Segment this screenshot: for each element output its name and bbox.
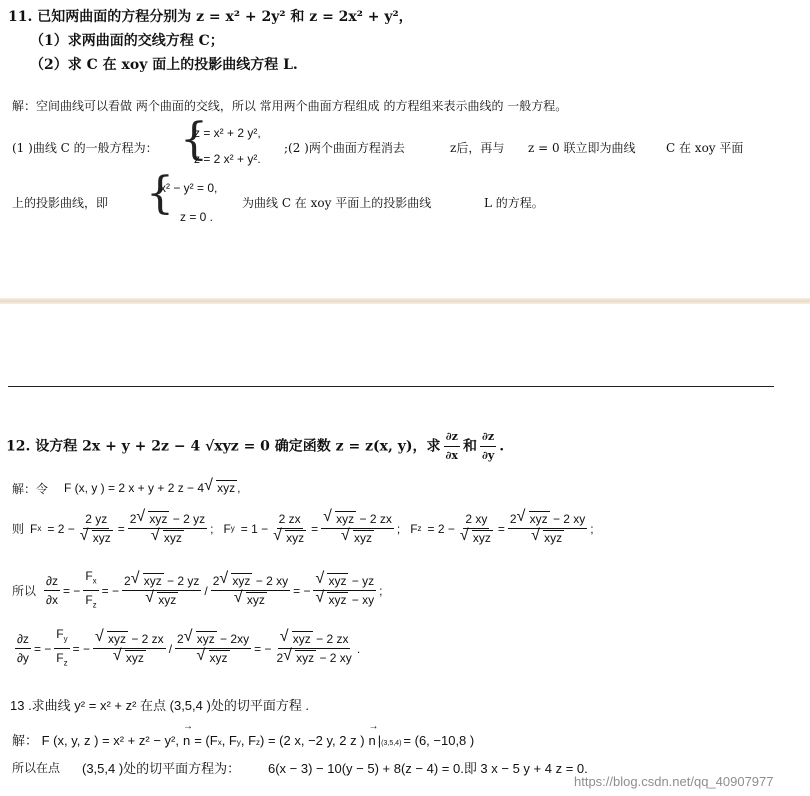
n-vector-label-2: n (368, 733, 376, 748)
p13-sub-y: y (236, 738, 241, 747)
p13-sol-a: 解： F (x, y, z ) = x² + z² − y², (12, 733, 179, 748)
r2-final-num-sqrt: √ xyz (292, 631, 313, 646)
p13-sol-d: = (6, −10,8 ) (403, 733, 475, 748)
r2-n2a: 2 (177, 632, 184, 647)
horizontal-rule (8, 386, 774, 387)
vector-arrow-icon-2: → (368, 721, 379, 732)
fy-n1: 2 zx (277, 510, 303, 529)
dzdy-eq2: = − (72, 641, 90, 656)
p13-point: (3,5,4 )处的切平面方程为： (82, 761, 241, 776)
fy-d2: √ xyz (353, 530, 374, 545)
p13-sub-z: z (256, 738, 261, 747)
dzdy-eq: = − (33, 641, 52, 656)
r2-n1c: − 2 zx (128, 632, 164, 647)
p13-sol-b4: ) = (2 x, −2 y, 2 z ) (260, 733, 365, 748)
fx-n2c: − 2 yz (169, 512, 206, 526)
let-sqrt: √ xyz (216, 480, 237, 495)
fx-eq: = 2 − (47, 521, 75, 536)
problem-11-line3-end: L 的方程。 (484, 196, 544, 210)
fx-d1: √ xyz (92, 530, 113, 545)
fz-eq: = 2 − (427, 521, 455, 536)
r2-n1b: √ xyz (107, 631, 128, 646)
r1-semicolon: ; (379, 583, 383, 598)
title-and: 和 (462, 438, 477, 455)
fz-d2: √ xyz (543, 530, 564, 545)
dzdy-line (12, 625, 360, 673)
r2-final-den-c: − 2 xy (316, 651, 352, 666)
n-vector-2 (368, 721, 379, 748)
r1-d2: √ xyz (246, 592, 267, 607)
vector-arrow-icon: → (182, 721, 193, 732)
r1-n1a: 2 (124, 574, 131, 589)
fy-n2c: − 2 zx (356, 512, 392, 526)
p13-point-sub: (3,5,4) (381, 740, 402, 747)
fy-eq: = 1 − (240, 521, 269, 536)
n-vector-label: n (182, 733, 191, 748)
then-label: 则 (12, 522, 25, 536)
r2-d1: √ xyz (125, 650, 146, 665)
fz-d1: √ xyz (472, 530, 493, 545)
dzdx-eq2: = − (101, 583, 120, 598)
p13-so-label: 所以在点 (12, 761, 61, 775)
fx-eq2: = (117, 521, 125, 536)
p13-sub-x: x (217, 738, 222, 747)
fyfz-num-sub: y (63, 634, 68, 644)
watermark: https://blog.csdn.net/qq_40907977 (574, 774, 774, 789)
problem-11-line3-text: 为曲线 C 在 xoy 平面上的投影曲线 (242, 196, 432, 210)
fxfz-den-sub: z (92, 600, 97, 610)
p13-sol-b2: , F (221, 733, 237, 748)
problem-11-line3-label: 上的投影曲线，即 (12, 196, 109, 210)
problem-12-title-text: 12. 设方程 2x + y + 2z − 4 √xyz = 0 确定函数 z = z(x, y)，求 (6, 438, 441, 455)
fz-sub: z (417, 524, 422, 533)
n-vector (182, 721, 193, 748)
r1-n2b: √ xyz (231, 573, 252, 588)
problem-11-part1-label: (1 )曲线 C 的一般方程为： (12, 141, 158, 155)
r1-slash: / (204, 583, 208, 598)
problem-11-question-1: （1）求两曲面的交线方程 C； (30, 33, 224, 49)
problem-13-title: 13 .求曲线 y² = x² + z² 在点 (3,5,4 )处的切平面方程 . (10, 698, 310, 713)
problem-11-title: 11. 已知两曲面的方程分别为 z = x² + 2y² 和 z = 2x² + y²， (8, 9, 413, 25)
r2-slash: / (168, 641, 173, 656)
fy-label: F (223, 521, 231, 536)
fy-d1: √ xyz (285, 530, 306, 545)
r2-period: . (356, 641, 361, 656)
title-dz-2: ∂z (480, 428, 496, 447)
r1-eq3: = − (293, 583, 311, 598)
fx-sub: x (37, 524, 42, 533)
title-end: . (499, 438, 505, 455)
fz-n1: 2 xy (463, 510, 489, 529)
dzdx-num: ∂z (44, 572, 60, 591)
p13-sol-b: = (F (194, 733, 218, 748)
problem-13-solution (12, 721, 475, 749)
fz-eq2: = (497, 521, 505, 536)
system-2-eq2: z = 0 . (180, 210, 214, 224)
system-2-brace: { (146, 168, 174, 219)
r2-final-den-sqrt: √ xyz (295, 650, 316, 665)
r1-n1c: − 2 yz (163, 574, 200, 589)
fz-n2c: − 2 xy (549, 512, 586, 526)
section-separator (0, 298, 810, 304)
let-end: , (237, 481, 241, 495)
fyfz-den: F (56, 651, 64, 666)
p13-sol-b3: , F (240, 733, 257, 748)
problem-12-title (6, 428, 504, 465)
r2-n2b: √ xyz (196, 631, 217, 646)
fx-semicolon: ; (210, 521, 214, 536)
r2-final-num: − 2 zx (312, 632, 349, 647)
problem-11-part2-text-a: z后，再与 (450, 141, 505, 155)
problem-11-part2-text-c: C 在 xoy 平面 (666, 141, 744, 155)
r2-n2c: − 2xy (216, 632, 250, 647)
fz-label: F (410, 521, 418, 536)
dzdy-num: ∂z (15, 630, 31, 649)
fyfz-num: F (56, 627, 64, 641)
title-dz: ∂z (444, 428, 460, 447)
fy-semicolon: ; (396, 521, 401, 536)
fyfz-den-sub: z (63, 658, 68, 668)
fx-n1: 2 yz (83, 510, 109, 529)
dzdy-den: ∂y (17, 651, 29, 666)
fxfz-num-sub: x (92, 576, 97, 586)
fx-n2a: 2 (129, 512, 137, 526)
r1-n1b: √ xyz (143, 573, 164, 588)
title-dy: ∂y (481, 449, 495, 462)
r1-final-den: − xy (348, 593, 375, 608)
partials-line (12, 510, 594, 547)
fx-n2b: √ xyz (148, 511, 169, 526)
fy-n2b: √ xyz (335, 511, 356, 526)
system-1-brace: { (180, 114, 208, 165)
problem-11-part2-label: ;(2 )两个曲面方程消去 (284, 141, 405, 155)
system-1-eq2: z = 2 x² + y². (194, 152, 261, 166)
problem-12-let-expr (64, 481, 240, 495)
p13-tangent-plane: 6(x − 3) − 10(y − 5) + 8(z − 4) = 0.即 3 x − 5 y + 4 z = 0. (268, 761, 588, 776)
r2-final-den-a: 2 (276, 651, 284, 666)
fxfz-den: F (85, 593, 93, 608)
dzdx-line (12, 567, 383, 615)
r1-n2a: 2 (212, 574, 220, 589)
fx-label: F (30, 521, 38, 536)
r2-d2: √ xyz (209, 650, 230, 665)
system-1-eq1: z = x² + 2 y², (194, 126, 261, 140)
fy-eq2: = (311, 521, 319, 536)
system-2-eq1: x² − y² = 0, (160, 181, 218, 195)
fz-semicolon: ; (590, 521, 594, 536)
r1-final-num: − yz (348, 574, 375, 589)
r2-eq3: = − (254, 641, 272, 656)
dzdx-eq: = − (62, 583, 81, 598)
let-expr: F (x, y ) = 2 x + y + 2 z − 4 (64, 481, 205, 495)
p13-bar: | (377, 733, 382, 748)
problem-11-part2-text-b: z = 0 联立即为曲线 (528, 141, 636, 155)
dzdx-den: ∂x (46, 593, 58, 608)
problem-11-solution-intro: 解：空间曲线可以看做 两个曲面的交线，所以 常用两个曲面方程组成 的方程组来表示曲线的 一般方程。 (12, 99, 568, 113)
so-label: 所以 (12, 584, 37, 599)
fz-n2a: 2 (509, 512, 517, 526)
fxfz-num: F (85, 569, 93, 583)
problem-12-let-label: 解：令 (12, 482, 49, 496)
fz-n2b: √ xyz (529, 511, 550, 526)
title-dx: ∂x (445, 449, 458, 462)
problem-11-question-2: （2）求 C 在 xoy 面上的投影曲线方程 L. (30, 57, 298, 73)
fy-sub: y (230, 524, 235, 533)
r1-final-den-sqrt: √ xyz (327, 592, 348, 607)
r1-n2c: − 2 xy (252, 574, 289, 589)
r1-final-num-sqrt: √ xyz (327, 573, 348, 588)
fx-d2: √ xyz (163, 530, 184, 545)
r1-d1: √ xyz (157, 592, 178, 607)
